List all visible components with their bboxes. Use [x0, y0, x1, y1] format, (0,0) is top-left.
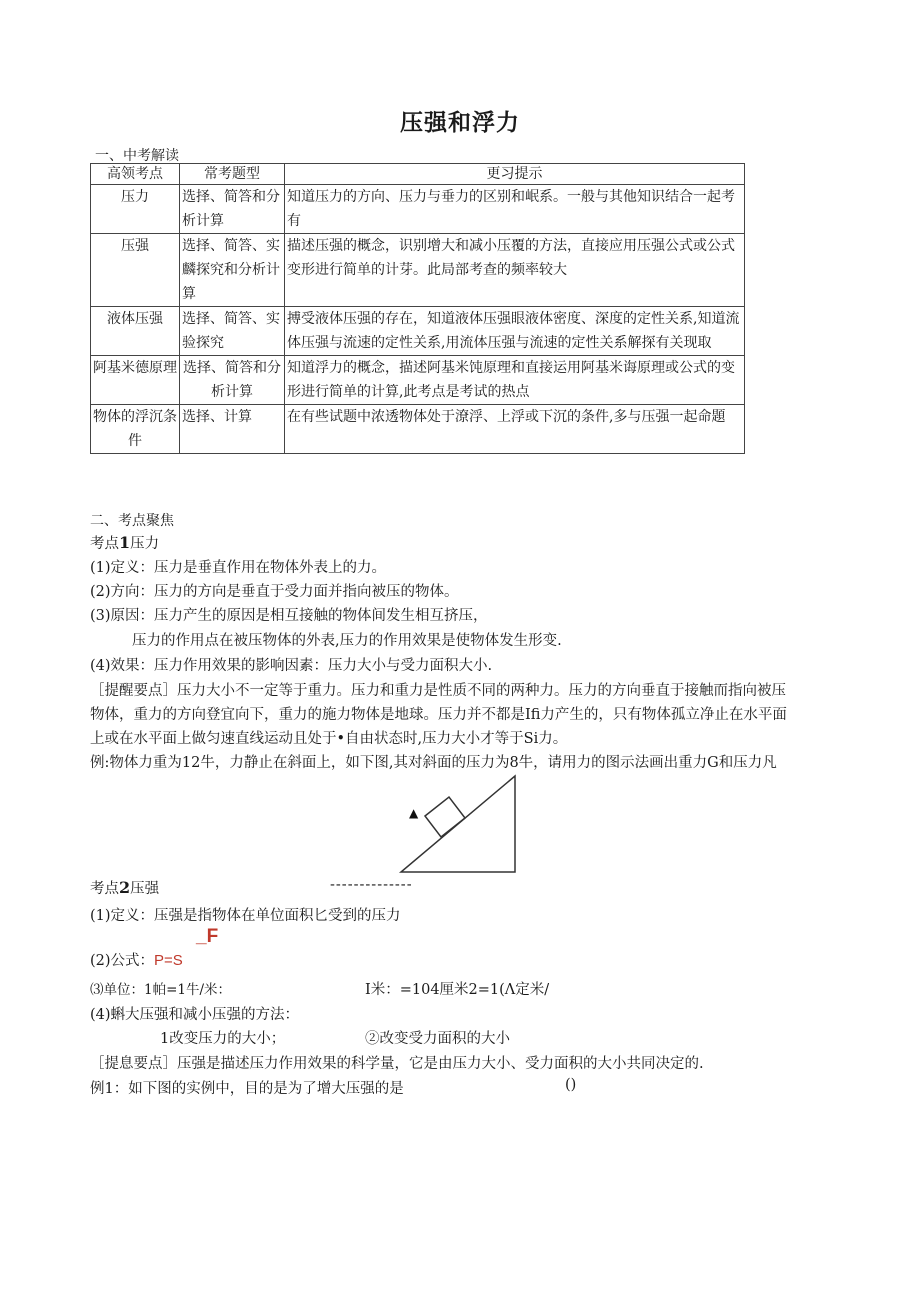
- point2-method1: 1改变压力的大小；: [160, 1031, 286, 1047]
- table-row: [91, 185, 745, 234]
- point1-cause-cont: 压力的作用点在被压物体的外表,压力的作用效果是使物体发生形变.: [132, 633, 562, 649]
- formula-label: (2)公式：: [90, 953, 155, 969]
- row-types: 选择、简答和分析计算: [180, 356, 285, 405]
- row-topic: 阿基米德原理: [91, 356, 180, 405]
- point2-formula: [90, 949, 183, 970]
- point2-unit: ⑶单位：1帕=1牛/米：: [90, 982, 232, 998]
- row-topic: 物体的浮沉条件: [91, 405, 180, 454]
- figure-mark: ▲: [409, 806, 419, 820]
- point1-example: 例:物体力重为12牛，力静止在斜面上，如下图,其对斜面的压力为8牛，请用力的图示法画出重力G和压力凡: [90, 755, 777, 771]
- row-tips: 搏受液体压强的存在，知道液体压强眼液体密度、深度的定性关系,知道流体压强与流速的定性关系,用流体压强与流速的定性关系解探有关现取: [285, 307, 745, 356]
- table-row: [91, 307, 745, 356]
- point2-def: (1)定义：压强是指物体在单位面积匕受到的压力: [90, 908, 401, 924]
- row-topic: 压强: [91, 234, 180, 307]
- point2-unit-conversion: I米：=104厘米2=1(Λ定米/: [365, 982, 550, 998]
- point2-methods: (4)蝌大压强和减小压强的方法：: [90, 1007, 300, 1023]
- point1-tip-line3: 上或在水平面上做匀速直线运动且处于•自由状态时,压力大小才等于Si力。: [90, 731, 568, 747]
- point1-heading: [90, 532, 159, 553]
- table-row: [91, 234, 745, 307]
- row-tips: 知道浮力的概念，描述阿基米饨原理和直接运用阿基米诲原理或公式的变形进行简单的计算,此考点是考试的热点: [285, 356, 745, 405]
- page-title: 压强和浮力: [400, 110, 520, 136]
- point2-tip: ［提息要点］压强是描述压力作用效果的科学量，它是由压力大小、受力面积的大小共同决定的.: [90, 1056, 704, 1072]
- formula-p: P=S: [154, 952, 183, 969]
- point2-num: 2: [119, 878, 131, 897]
- point1-def: (1)定义：压力是垂直作用在物体外表上的力。: [90, 560, 387, 576]
- point1-tip-line2: 物体，重力的方向登宜向下，重力的施力物体是地球。压力并不都是Ifi力产生的，只有物体孤立净止在水平面: [90, 707, 787, 723]
- header-types: 常考题型: [180, 164, 285, 185]
- row-types: 选择、简答、实麟探究和分析计算: [180, 234, 285, 307]
- row-types: 选择、简答、实验探究: [180, 307, 285, 356]
- point2-name: 压强: [130, 881, 160, 897]
- point1-cause: (3)原因：压力产生的原因是相互接触的物体间发生相互挤压，: [90, 608, 488, 624]
- point1-num: 1: [119, 533, 131, 552]
- row-tips: 知道压力的方向、压力与垂力的区别和岷系。一般与其他知识结合一起考有: [285, 185, 745, 234]
- point2-heading: [90, 877, 159, 898]
- header-tips: 更习提示: [285, 164, 745, 185]
- point1-direction: (2)方向：压力的方向是垂直于受力面并指向被压的物体。: [90, 584, 459, 600]
- row-tips: 描述压强的概念，识别增大和减小压覆的方法，直接应用压强公式或公式变形进行简单的计芽。此局部考查的频率较大: [285, 234, 745, 307]
- dashed-line: --------------: [330, 877, 413, 893]
- table-header-row: [91, 164, 745, 185]
- point1-tip-line1: ［提醒要点］压力大小不一定等于重力。压力和重力是性质不同的两种力。压力的方向垂直于接触而指向被压: [90, 683, 786, 699]
- row-types: 选择、计算: [180, 405, 285, 454]
- point1-effect: (4)效果：压力作用效果的影响因素：压力大小与受力面积大小.: [90, 658, 493, 674]
- point1-name: 压力: [130, 536, 160, 552]
- row-types: 选择、简答和分析计算: [180, 185, 285, 234]
- incline-figure: [395, 772, 520, 876]
- row-topic: 液体压强: [91, 307, 180, 356]
- point2-method2: ②改变受力面积的大小: [365, 1031, 510, 1047]
- formula-f: _F: [196, 926, 219, 947]
- section2-heading: 二、考点聚焦: [90, 513, 174, 529]
- point1-label: 考点: [90, 536, 119, 552]
- row-topic: 压力: [91, 185, 180, 234]
- answer-paren: (): [565, 1077, 577, 1093]
- point2-example: 例1：如下图的实例中，目的是为了增大压强的是: [90, 1081, 404, 1097]
- table-row: [91, 356, 745, 405]
- header-topic: 高领考点: [91, 164, 180, 185]
- row-tips: 在有些试题中浓透物体处于潦浮、上浮或下沉的条件,多与压强一起命題: [285, 405, 745, 454]
- block: [425, 797, 465, 837]
- exam-table: [90, 163, 745, 454]
- point2-label: 考点: [90, 881, 119, 897]
- section1-heading: 一、中考解读: [95, 148, 179, 164]
- table-row: [91, 405, 745, 454]
